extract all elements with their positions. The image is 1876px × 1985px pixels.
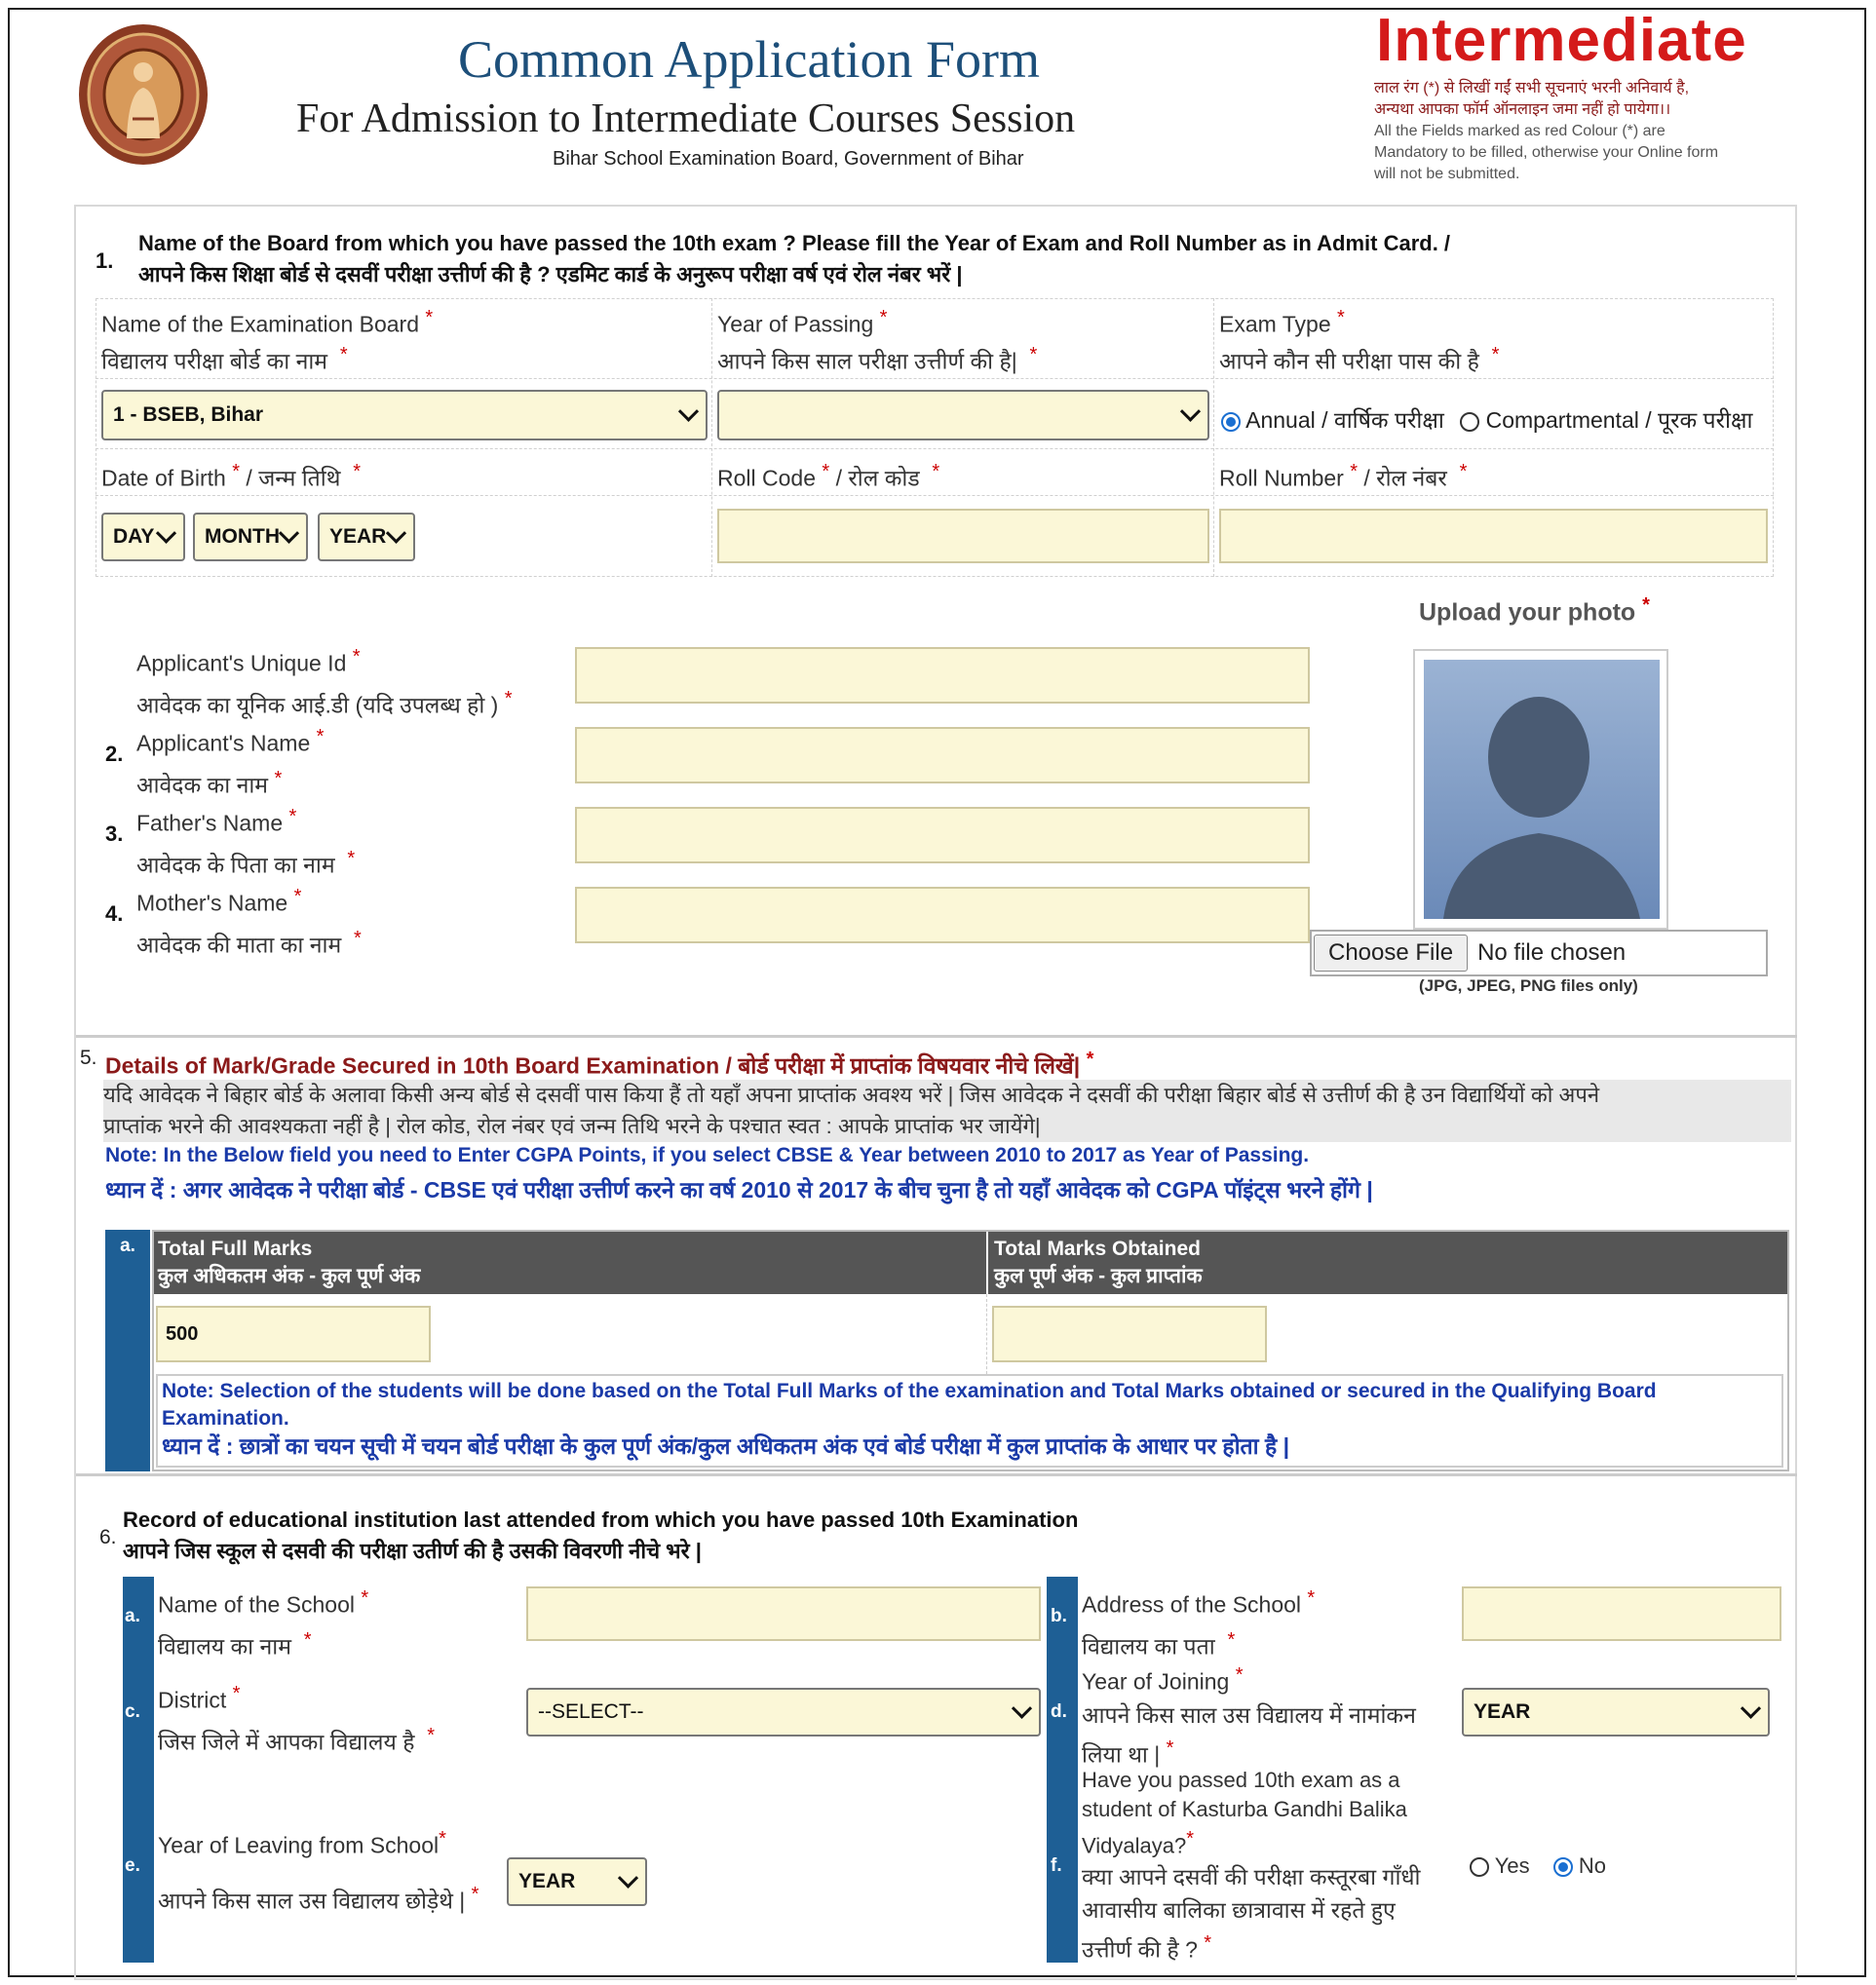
header-divider <box>986 1232 988 1294</box>
total-marks-obtained-input[interactable] <box>992 1306 1267 1362</box>
row-letter-a: a. <box>105 1230 150 1471</box>
bseb-logo <box>76 21 211 168</box>
chevron-down-icon <box>1012 1698 1032 1718</box>
chevron-down-icon <box>156 522 176 543</box>
kgbv-no-radio[interactable] <box>1553 1857 1573 1877</box>
col-total-marks-obtained: Total Marks Obtained कुल पूर्ण अंक - कुल प्राप्तांक <box>994 1238 1203 1287</box>
section6-question: Record of educational institution last attended from which you have passed 10th Examination आपने जिस स्कूल से दसवी की परीक्षा उतीर्ण की है उसकी विवरणी नीचे भरे | <box>123 1508 1079 1563</box>
roll-number-label: Roll Number * / रोल नंबर * <box>1219 461 1468 491</box>
dob-day-select[interactable]: DAY <box>101 513 185 561</box>
file-input[interactable] <box>1310 930 1768 976</box>
school-address-label: Address of the School * विद्यालय का पता * <box>1082 1587 1316 1660</box>
org-name: Bihar School Examination Board, Government of Bihar <box>553 148 1024 170</box>
kgbv-no-label: No <box>1578 1853 1606 1878</box>
photo-upload-label: Upload your photo * <box>1419 594 1650 627</box>
kgbv-radios <box>1470 1853 1606 1879</box>
file-type-note: (JPG, JPEG, PNG files only) <box>1419 976 1638 995</box>
section-divider <box>76 1035 1797 1038</box>
district-label: District * जिस जिले में आपका विद्यालय है * <box>158 1683 436 1755</box>
chevron-down-icon <box>386 522 406 543</box>
grid-line <box>711 298 713 577</box>
section6-left-bar <box>123 1577 154 1963</box>
unique-id-label: Applicant's Unique Id * आवेदक का यूनिक आई.डी (यदि उपलब्ध हो ) * <box>136 646 513 718</box>
school-name-input[interactable] <box>526 1586 1041 1641</box>
col-total-full-marks: Total Full Marks कुल अधिकतम अंक - कुल पूर्ण अंक <box>158 1238 421 1287</box>
chevron-down-icon <box>618 1867 638 1888</box>
page-subtitle: For Admission to Intermediate Courses Session <box>296 96 1076 141</box>
annual-radio[interactable] <box>1221 412 1241 432</box>
section5-number: 5. <box>80 1047 97 1069</box>
compartmental-label: Compartmental / पूरक परीक्षा <box>1485 407 1753 433</box>
mother-name-input[interactable] <box>575 887 1310 943</box>
item-number-2: 2. <box>105 742 124 766</box>
chevron-down-icon <box>279 522 299 543</box>
exam-type-label: Exam Type * आपने कौन सी परीक्षा पास की है * <box>1219 307 1500 374</box>
school-name-label: Name of the School * विद्यालय का नाम * <box>158 1587 369 1660</box>
year-of-passing-select[interactable] <box>717 390 1209 440</box>
grid-line <box>986 1294 988 1374</box>
compartmental-radio[interactable] <box>1460 412 1479 432</box>
section6-right-bar <box>1047 1577 1078 1963</box>
section5-title: Details of Mark/Grade Secured in 10th Board Examination / बोर्ड परीक्षा में प्राप्तांक विषयवार नीचे लिखें| * <box>105 1049 1094 1079</box>
unique-id-input[interactable] <box>575 647 1310 704</box>
avatar-placeholder-icon <box>1424 660 1660 919</box>
school-address-input[interactable] <box>1462 1586 1781 1641</box>
grid-line <box>1213 298 1215 577</box>
letter-b: b. <box>1051 1606 1067 1626</box>
section5-info: यदि आवेदक ने बिहार बोर्ड के अलावा किसी अन्य बोर्ड से दसवीं पास किया हैं तो यहाँ अपना प्राप्तांक अवश्य भरें | जिस आवेदक ने दसवीं की परीक्षा बिहार बोर्ड से उत्तीर्ण की है उन विद्यार्थियों को अपने प्राप्तांक भरने की आवश्यकता नहीं है | रोल कोड, रोल नंबर एवं जन्म तिथि भरने के पश्चात स्वत : आपके प्राप्तांक भर जायेंगे| <box>103 1080 1791 1142</box>
roll-code-label: Roll Code * / रोल कोड * <box>717 461 940 491</box>
exam-type-radios <box>1221 403 1752 435</box>
roll-number-input[interactable] <box>1219 509 1768 563</box>
year-of-leaving-label: Year of Leaving from School* आपने किस साल उस विद्यालय छोड़ेथे | * <box>158 1828 479 1914</box>
letter-e: e. <box>125 1855 140 1876</box>
annual-label: Annual / वार्षिक परीक्षा <box>1245 407 1444 433</box>
grid-line <box>96 448 1774 450</box>
kgbv-yes-label: Yes <box>1494 1853 1530 1878</box>
year-of-passing-label: Year of Passing * आपने किस साल परीक्षा उत्तीर्ण की है| * <box>717 307 1038 374</box>
chevron-down-icon <box>1741 1698 1761 1718</box>
mother-name-label: Mother's Name * आवेदक की माता का नाम * <box>136 886 362 958</box>
applicant-name-label: Applicant's Name * आवेदक का नाम * <box>136 726 325 798</box>
cgpa-note-hi: ध्यान दें : अगर आवेदक ने परीक्षा बोर्ड - CBSE एवं परीक्षा उत्तीर्ण करने का वर्ष 2010 से 2017 के बीच चुना है तो यहाँ आवेदक को CGPA पॉइंट्स भरने होंगे | <box>105 1177 1373 1202</box>
applicant-name-input[interactable] <box>575 727 1310 783</box>
choose-file-button[interactable]: Choose File <box>1314 935 1468 972</box>
cgpa-note-en: Note: In the Below field you need to Enter CGPA Points, if you select CBSE & Year between 2010 to 2017 as Year of Passing. <box>105 1144 1310 1166</box>
board-label: Name of the Examination Board * विद्यालय परीक्षा बोर्ड का नाम * <box>101 307 434 374</box>
section1-number: 1. <box>96 248 114 273</box>
photo-frame <box>1413 649 1668 930</box>
letter-a: a. <box>125 1606 140 1626</box>
dob-month-select[interactable]: MONTH <box>193 513 308 561</box>
dob-label: Date of Birth * / जन्म तिथि * <box>101 461 362 491</box>
grid-line <box>96 378 1774 380</box>
year-of-leaving-select[interactable]: YEAR <box>507 1857 647 1906</box>
mandatory-note: लाल रंग (*) से लिखीं गईं सभी सूचनाएं भरनी अनिवार्य है, अन्यथा आपका फॉर्म ऑनलाइन जमा नहीं हो पायेगा।। All the Fields marked as red Colour (*) are Mandatory to be filled, otherwise your Online form will not be submitted. <box>1374 80 1719 182</box>
section1-question: Name of the Board from which you have passed the 10th exam ? Please fill the Year of Exam and Roll Number as in Admit Card. / आपने किस शिक्षा बोर्ड से दसवीं परीक्षा उत्तीर्ण की है ? एडमिट कार्ड के अनुरूप परीक्षा वर्ष एवं रोल नंबर भरें | <box>138 231 1451 286</box>
chevron-down-icon <box>678 401 699 421</box>
item-number-4: 4. <box>105 901 124 926</box>
page-title: Common Application Form <box>458 30 1041 89</box>
letter-f: f. <box>1051 1855 1062 1876</box>
father-name-input[interactable] <box>575 807 1310 863</box>
no-file-label: No file chosen <box>1477 939 1627 966</box>
marks-table-header <box>154 1232 1787 1294</box>
board-select[interactable]: 1 - BSEB, Bihar <box>101 390 708 440</box>
letter-d: d. <box>1051 1701 1067 1722</box>
father-name-label: Father's Name * आवेदक के पिता का नाम * <box>136 806 356 878</box>
grid-line <box>96 495 1774 497</box>
section-divider <box>76 1473 1797 1476</box>
total-full-marks-input[interactable]: 500 <box>156 1306 431 1362</box>
dob-year-select[interactable]: YEAR <box>318 513 415 561</box>
kgbv-yes-radio[interactable] <box>1470 1857 1489 1877</box>
roll-code-input[interactable] <box>717 509 1209 563</box>
section6-number: 6. <box>99 1526 117 1548</box>
chevron-down-icon <box>1180 401 1201 421</box>
selection-note: Note: Selection of the students will be done based on the Total Full Marks of the examination and Total Marks obtained or secured in the Qualifying Board Examination. ध्यान दें : छात्रों का चयन सूची में चयन बोर्ड परीक्षा के कुल पूर्ण अंक/कुल अधिकतम अंक एवं बोर्ड परीक्षा में कुल प्राप्तांक के आधार पर होता है | <box>156 1374 1783 1468</box>
item-number-3: 3. <box>105 821 124 846</box>
kgbv-label: Have you passed 10th exam as a student of Kasturba Gandhi Balika Vidyalaya?* क्या आपने दसवीं की परीक्षा कस्तूरबा गाँधी आवासीय बालिका छात्रावास में रहते हुए उत्तीर्ण की है ? * <box>1082 1768 1421 1963</box>
district-select[interactable]: --SELECT-- <box>526 1688 1041 1737</box>
year-of-joining-label: Year of Joining * आपने किस साल उस विद्यालय में नामांकन लिया था | * <box>1082 1664 1416 1768</box>
intermediate-badge: Intermediate <box>1376 7 1747 74</box>
letter-c: c. <box>125 1701 140 1722</box>
year-of-joining-select[interactable]: YEAR <box>1462 1688 1770 1737</box>
